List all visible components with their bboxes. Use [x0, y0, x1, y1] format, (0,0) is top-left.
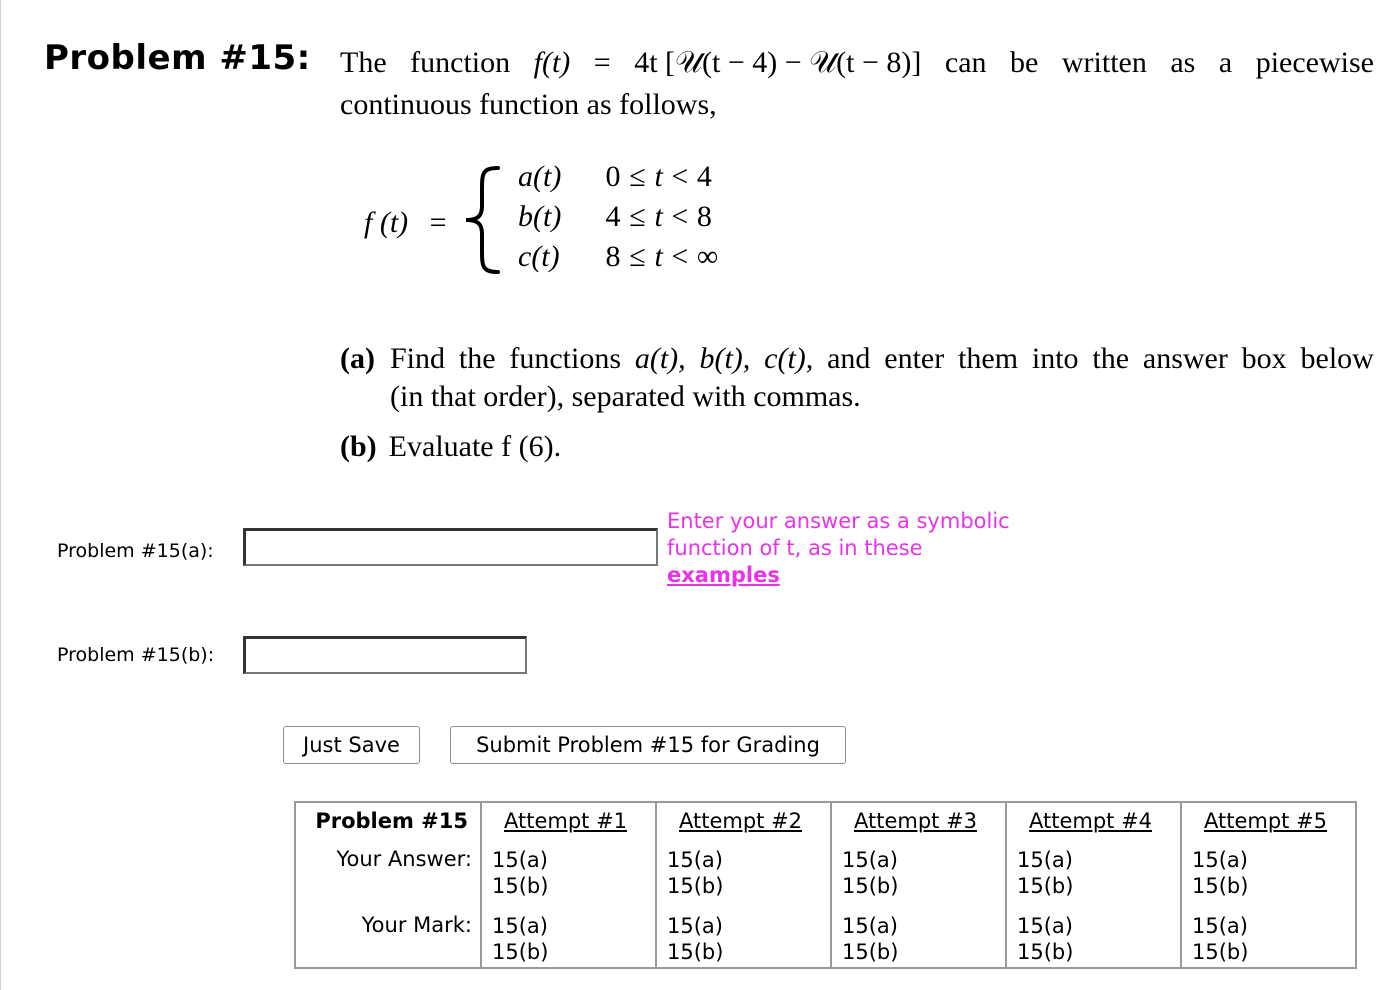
your-mark-label: Your Mark:: [361, 912, 472, 937]
statement-function: f(t): [533, 46, 571, 79]
table-cell: 15(a) 15(b): [656, 839, 831, 901]
attempts-table: [294, 801, 1357, 969]
left-brace-icon: [456, 160, 516, 280]
part-b-label: (b): [340, 430, 377, 463]
table-cell: 15(a) 15(b): [1181, 839, 1356, 901]
your-mark-row: [295, 901, 1356, 968]
table-cell: 15(a) 15(b): [481, 901, 656, 968]
table-cell: 15(a) 15(b): [656, 901, 831, 968]
piecewise-row: b(t) 4 ≤ t < 8: [518, 200, 712, 233]
piecewise-row: c(t) 8 ≤ t < ∞: [518, 240, 719, 273]
answer-hint: Enter your answer as a symbolic function of t, as in these examples: [667, 509, 1010, 587]
attempt-header[interactable]: Attempt #5: [1181, 802, 1356, 839]
attempt-header[interactable]: Attempt #4: [1006, 802, 1181, 839]
statement-word: a: [1218, 46, 1233, 79]
statement-word: as: [1170, 46, 1196, 79]
answer-a-label: Problem #15(a):: [57, 540, 214, 562]
table-cell: 15(a) 15(b): [831, 839, 1006, 901]
answer-a-input[interactable]: [243, 528, 658, 566]
statement-word: written: [1061, 46, 1147, 79]
table-cell: 15(a) 15(b): [1006, 901, 1181, 968]
statement-formula: 4t [𝒰(t − 4) − 𝒰(t − 8)]: [634, 46, 922, 79]
piecewise-lhs: f (t) =: [364, 206, 447, 239]
part-b: [340, 428, 561, 466]
statement-word: The: [340, 46, 387, 79]
submit-button[interactable]: Submit Problem #15 for Grading: [450, 726, 846, 764]
left-border: [0, 0, 1, 990]
statement-word: piecewise: [1255, 46, 1374, 79]
statement-line-1: [340, 42, 1374, 84]
statement-equals: =: [593, 46, 611, 79]
just-save-button[interactable]: Just Save: [283, 726, 420, 764]
attempt-header[interactable]: Attempt #1: [481, 802, 656, 839]
attempt-header[interactable]: Attempt #3: [831, 802, 1006, 839]
examples-link[interactable]: examples: [667, 563, 780, 587]
statement-word: can: [944, 46, 987, 79]
answer-b-input[interactable]: [243, 636, 527, 674]
part-a-label: (a): [340, 342, 375, 375]
problem-title: Problem #15:: [44, 38, 311, 78]
attempts-corner: Problem #15: [315, 809, 468, 833]
part-a-text: Find the functions a(t), b(t), c(t), and enter them into the answer box below (in that order), separated with commas.: [390, 342, 1374, 413]
statement-word: function: [410, 46, 511, 79]
your-answer-row: [295, 839, 1356, 901]
piecewise-row: a(t) 0 ≤ t < 4: [518, 160, 712, 193]
problem-statement: [340, 42, 1374, 126]
your-answer-label: Your Answer:: [336, 847, 472, 871]
statement-word: be: [1010, 46, 1039, 79]
table-cell: 15(a) 15(b): [1006, 839, 1181, 901]
table-cell: 15(a) 15(b): [481, 839, 656, 901]
statement-line-2: continuous function as follows,: [340, 88, 717, 121]
answer-b-label: Problem #15(b):: [57, 644, 215, 666]
attempt-header[interactable]: Attempt #2: [656, 802, 831, 839]
part-b-text: Evaluate f (6).: [388, 430, 562, 463]
table-cell: 15(a) 15(b): [1181, 901, 1356, 968]
table-cell: 15(a) 15(b): [831, 901, 1006, 968]
